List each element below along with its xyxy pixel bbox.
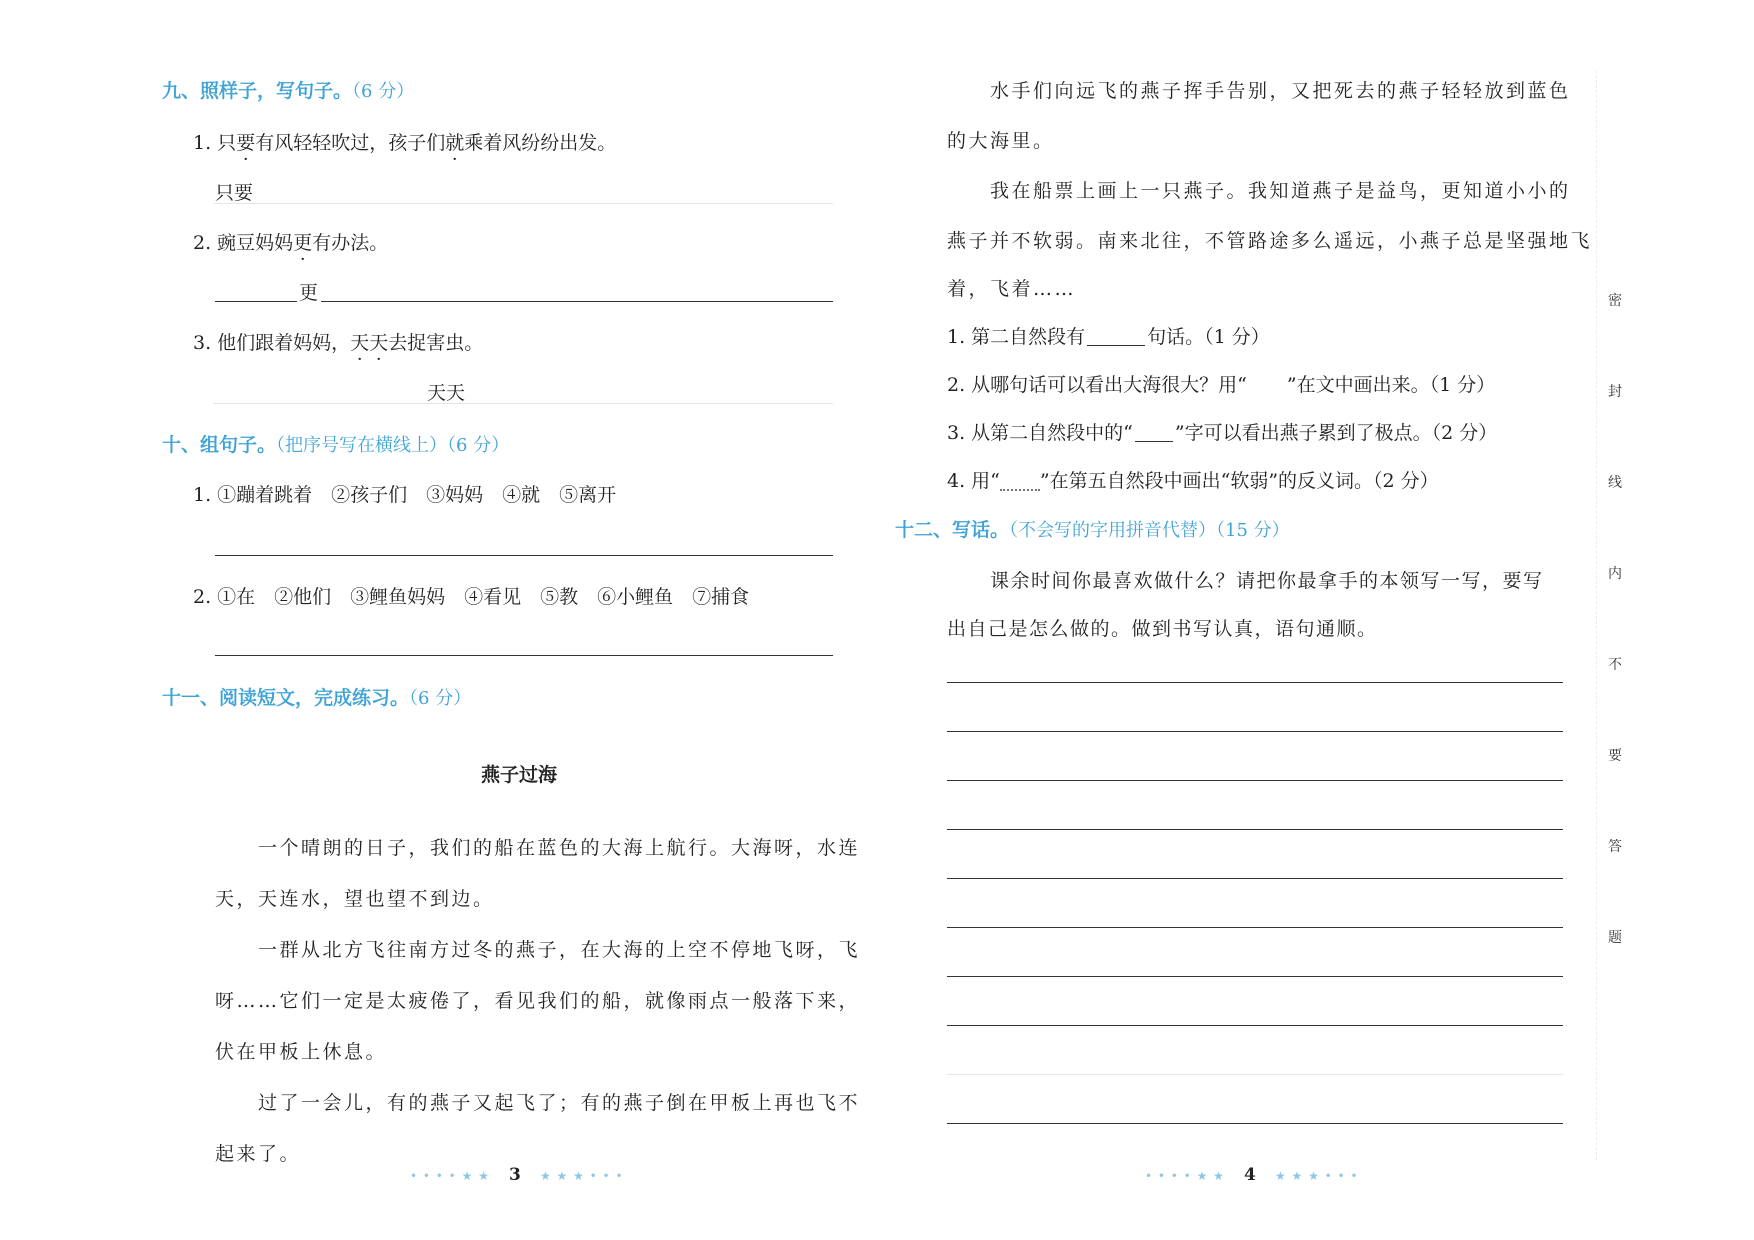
side-char: 不 [1608, 657, 1622, 673]
question-11-2: 2. 从哪句话可以看出大海很大？用“ ”在文中画出来。（1 分） [947, 374, 1496, 396]
question-11-1: 1. 第二自然段有 句话。（1 分） [947, 326, 1270, 348]
side-char: 内 [1608, 566, 1622, 582]
passage-line: 过了一会儿，有的燕子又起飞了；有的燕子倒在甲板上再也飞不 [258, 1092, 861, 1114]
passage-line: 呀……它们一定是太疲倦了，看见我们的船，就像雨点一般落下来， [215, 990, 861, 1012]
writing-line[interactable] [947, 731, 1563, 732]
writing-line[interactable] [947, 1123, 1563, 1124]
question-10-1: 1. ①蹦着跳着 ②孩子们 ③妈妈 ④就 ⑤离开 [193, 484, 617, 506]
answer-9-3-prompt: 天天 [427, 382, 466, 404]
section-label: 九、照样子，写句子。 [162, 80, 353, 102]
question-10-2: 2. ①在 ②他们 ③鲤鱼妈妈 ④看见 ⑤教 ⑥小鲤鱼 ⑦捕食 [193, 586, 750, 608]
section-label: 十一、阅读短文，完成练习。 [162, 687, 410, 709]
answer-line-9-3[interactable] [213, 403, 833, 404]
page-number: 3 [509, 1165, 521, 1185]
blank-1[interactable] [1087, 327, 1145, 346]
writing-line-faint[interactable] [947, 1074, 1563, 1075]
writing-line[interactable] [947, 878, 1563, 879]
passage-line: 着，飞着…… [947, 278, 1077, 300]
section-points: （6 分） [352, 81, 415, 102]
section-12-heading [895, 515, 1290, 542]
section-points: （把序号写在横线上）（6 分） [276, 435, 510, 456]
answer-line-10-1[interactable] [215, 555, 833, 556]
side-char: 密 [1608, 293, 1622, 309]
writing-line[interactable] [947, 927, 1563, 928]
answer-line-9-2-a[interactable] [215, 301, 297, 302]
passage-line: 一个晴朗的日子，我们的船在蓝色的大海上航行。大海呀，水连 [258, 837, 861, 859]
answer-9-1-prompt: 只要 [215, 182, 254, 204]
section-10-heading [162, 430, 509, 457]
stars-decoration: • • • • ★ ★ [410, 1169, 490, 1183]
question-9-3: 3. 他们跟着妈妈，天天去捉害虫。 [193, 332, 484, 354]
seal-line [1596, 70, 1597, 1160]
answer-line-9-2-b[interactable] [321, 301, 833, 302]
side-char: 题 [1608, 930, 1622, 946]
side-char: 封 [1608, 384, 1622, 400]
page-footer-left [410, 1165, 624, 1185]
stars-decoration: ★ ★ ★ • • • [539, 1169, 624, 1183]
passage-line: 天，天连水，望也望不到边。 [215, 888, 495, 910]
side-char: 线 [1608, 475, 1622, 491]
section-9-heading [162, 76, 414, 103]
question-9-2: 2. 豌豆妈妈更有办法。 [193, 232, 389, 254]
side-char: 答 [1608, 839, 1622, 855]
section-label: 十、组句子。 [162, 434, 277, 456]
stars-decoration: • • • • ★ ★ [1145, 1169, 1225, 1183]
answer-line-10-2[interactable] [215, 655, 833, 656]
writing-line[interactable] [947, 780, 1563, 781]
passage-title: 燕子过海 [481, 764, 558, 786]
passage-line: 燕子并不软弱。南来北往，不管路途多么遥远，小燕子总是坚强地飞 [947, 230, 1593, 252]
question-11-3: 3. 从第二自然段中的“ ”字可以看出燕子累到了极点。（2 分） [947, 422, 1498, 444]
writing-prompt-line: 出自己是怎么做的。做到书写认真，语句通顺。 [947, 618, 1378, 640]
passage-line: 起来了。 [215, 1143, 302, 1165]
answer-9-2-prompt: 更 [299, 282, 319, 304]
passage-line: 伏在甲板上休息。 [215, 1041, 388, 1063]
writing-prompt-line: 课余时间你最喜欢做什么？请把你最拿手的本领写一写，要写 [990, 570, 1544, 592]
page-footer-right [1145, 1165, 1359, 1185]
passage-line: 的大海里。 [947, 130, 1055, 152]
answer-line-9-1[interactable] [213, 203, 833, 204]
section-points: （不会写的字用拼音代替）（15 分） [1009, 520, 1290, 541]
stars-decoration: ★ ★ ★ • • • [1274, 1169, 1359, 1183]
page-number: 4 [1244, 1165, 1256, 1185]
section-11-heading [162, 683, 471, 710]
writing-line[interactable] [947, 1025, 1563, 1026]
writing-line[interactable] [947, 682, 1563, 683]
writing-line[interactable] [947, 829, 1563, 830]
writing-line[interactable] [947, 976, 1563, 977]
wavy-line-symbol [1000, 473, 1040, 491]
passage-line: 一群从北方飞往南方过冬的燕子，在大海的上空不停地飞呀，飞 [258, 939, 861, 961]
question-9-1: 1. 只要有风轻轻吹过，孩子们就乘着风纷纷出发。 [193, 132, 617, 154]
section-points: （6 分） [409, 688, 472, 709]
section-label: 十二、写话。 [895, 519, 1010, 541]
side-char: 要 [1608, 748, 1622, 764]
question-11-4: 4. 用“ ”在第五自然段中画出“软弱”的反义词。（2 分） [947, 470, 1439, 492]
passage-line: 水手们向远飞的燕子挥手告别，又把死去的燕子轻轻放到蓝色 [990, 80, 1571, 102]
passage-line: 我在船票上画上一只燕子。我知道燕子是益鸟，更知道小小的 [990, 180, 1571, 202]
blank-3[interactable] [1135, 423, 1173, 442]
